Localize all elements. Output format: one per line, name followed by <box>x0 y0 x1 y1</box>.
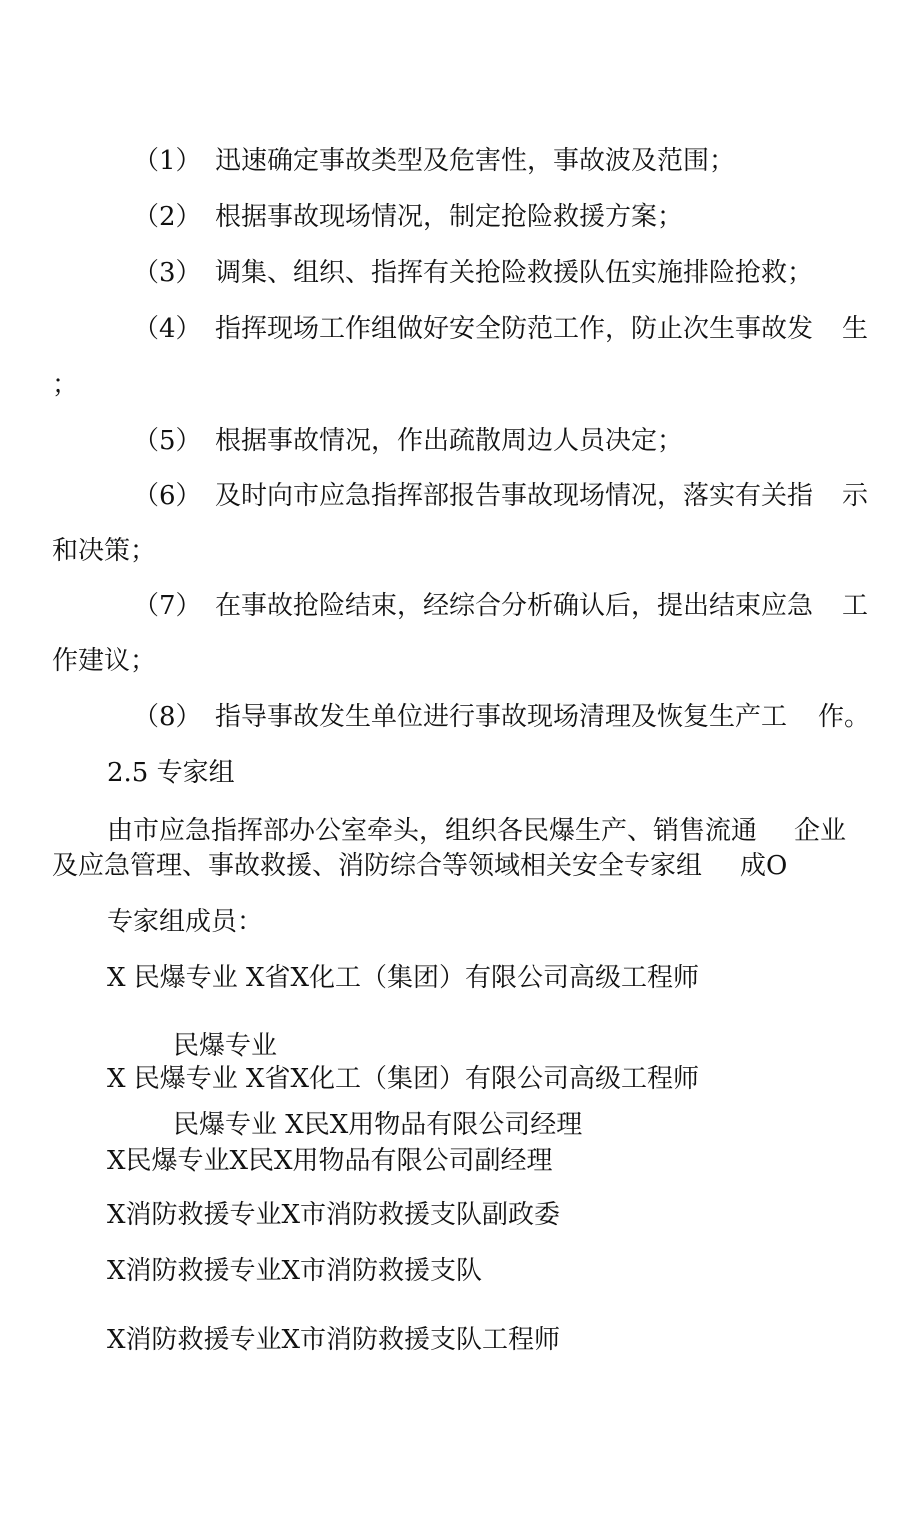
member-entry: X 民爆专业 X省X化工（集团）有限公司高级工程师 <box>107 963 700 993</box>
item-text: 及时向市应急指挥部报告事故现场情况，落实有关指 <box>215 481 814 511</box>
member-entry: X民爆专业X民X用物品有限公司副经理 <box>107 1146 553 1176</box>
item-number: （6） <box>133 481 202 511</box>
member-entry: 民爆专业 X民X用物品有限公司经理 <box>173 1110 583 1140</box>
item-text: 在事故抢险结束，经综合分析确认后，提出结束应急 <box>215 591 814 621</box>
item-text-tail: 生 <box>842 314 869 344</box>
item-continuation: ； <box>52 370 79 400</box>
paragraph-line-tail: 企业 <box>794 816 847 846</box>
item-continuation: 作建议； <box>52 646 157 676</box>
item-number: （8） <box>133 702 202 732</box>
item-text: 根据事故现场情况，制定抢险救援方案； <box>215 202 684 232</box>
item-text: 根据事故情况，作出疏散周边人员决定； <box>215 426 684 456</box>
item-number: （3） <box>133 258 202 288</box>
item-text: 指挥现场工作组做好安全防范工作，防止次生事故发 <box>215 314 814 344</box>
item-text: 调集、组织、指挥有关抢险救援队伍实施排险抢救； <box>215 258 814 288</box>
member-entry: X消防救援专业X市消防救援支队工程师 <box>107 1325 561 1355</box>
paragraph-line: 由市应急指挥部办公室牵头，组织各民爆生产、销售流通 <box>107 816 758 846</box>
item-text-tail: 示 <box>842 481 869 511</box>
item-number: （1） <box>133 146 202 176</box>
item-text-tail: 工 <box>842 591 869 621</box>
item-text: 指导事故发生单位进行事故现场清理及恢复生产工 <box>215 702 788 732</box>
item-number: （5） <box>133 426 202 456</box>
item-number: （2） <box>133 202 202 232</box>
item-number: （4） <box>133 314 202 344</box>
member-entry: X消防救援专业X市消防救援支队副政委 <box>107 1200 561 1230</box>
member-entry: 民爆专业 <box>173 1031 278 1061</box>
item-continuation: 和决策； <box>52 536 157 566</box>
member-entry: X消防救援专业X市消防救援支队 <box>107 1256 483 1286</box>
item-text: 迅速确定事故类型及危害性，事故波及范围； <box>215 146 736 176</box>
item-text-tail: 作。 <box>818 702 871 732</box>
item-number: （7） <box>133 591 202 621</box>
paragraph-line: 及应急管理、事故救援、消防综合等领域相关安全专家组 <box>52 851 703 881</box>
member-entry: X 民爆专业 X省X化工（集团）有限公司高级工程师 <box>107 1064 700 1094</box>
section-heading: 2.5 专家组 <box>107 758 235 788</box>
paragraph-line-tail: 成O <box>740 851 788 881</box>
members-label: 专家组成员： <box>107 907 264 937</box>
